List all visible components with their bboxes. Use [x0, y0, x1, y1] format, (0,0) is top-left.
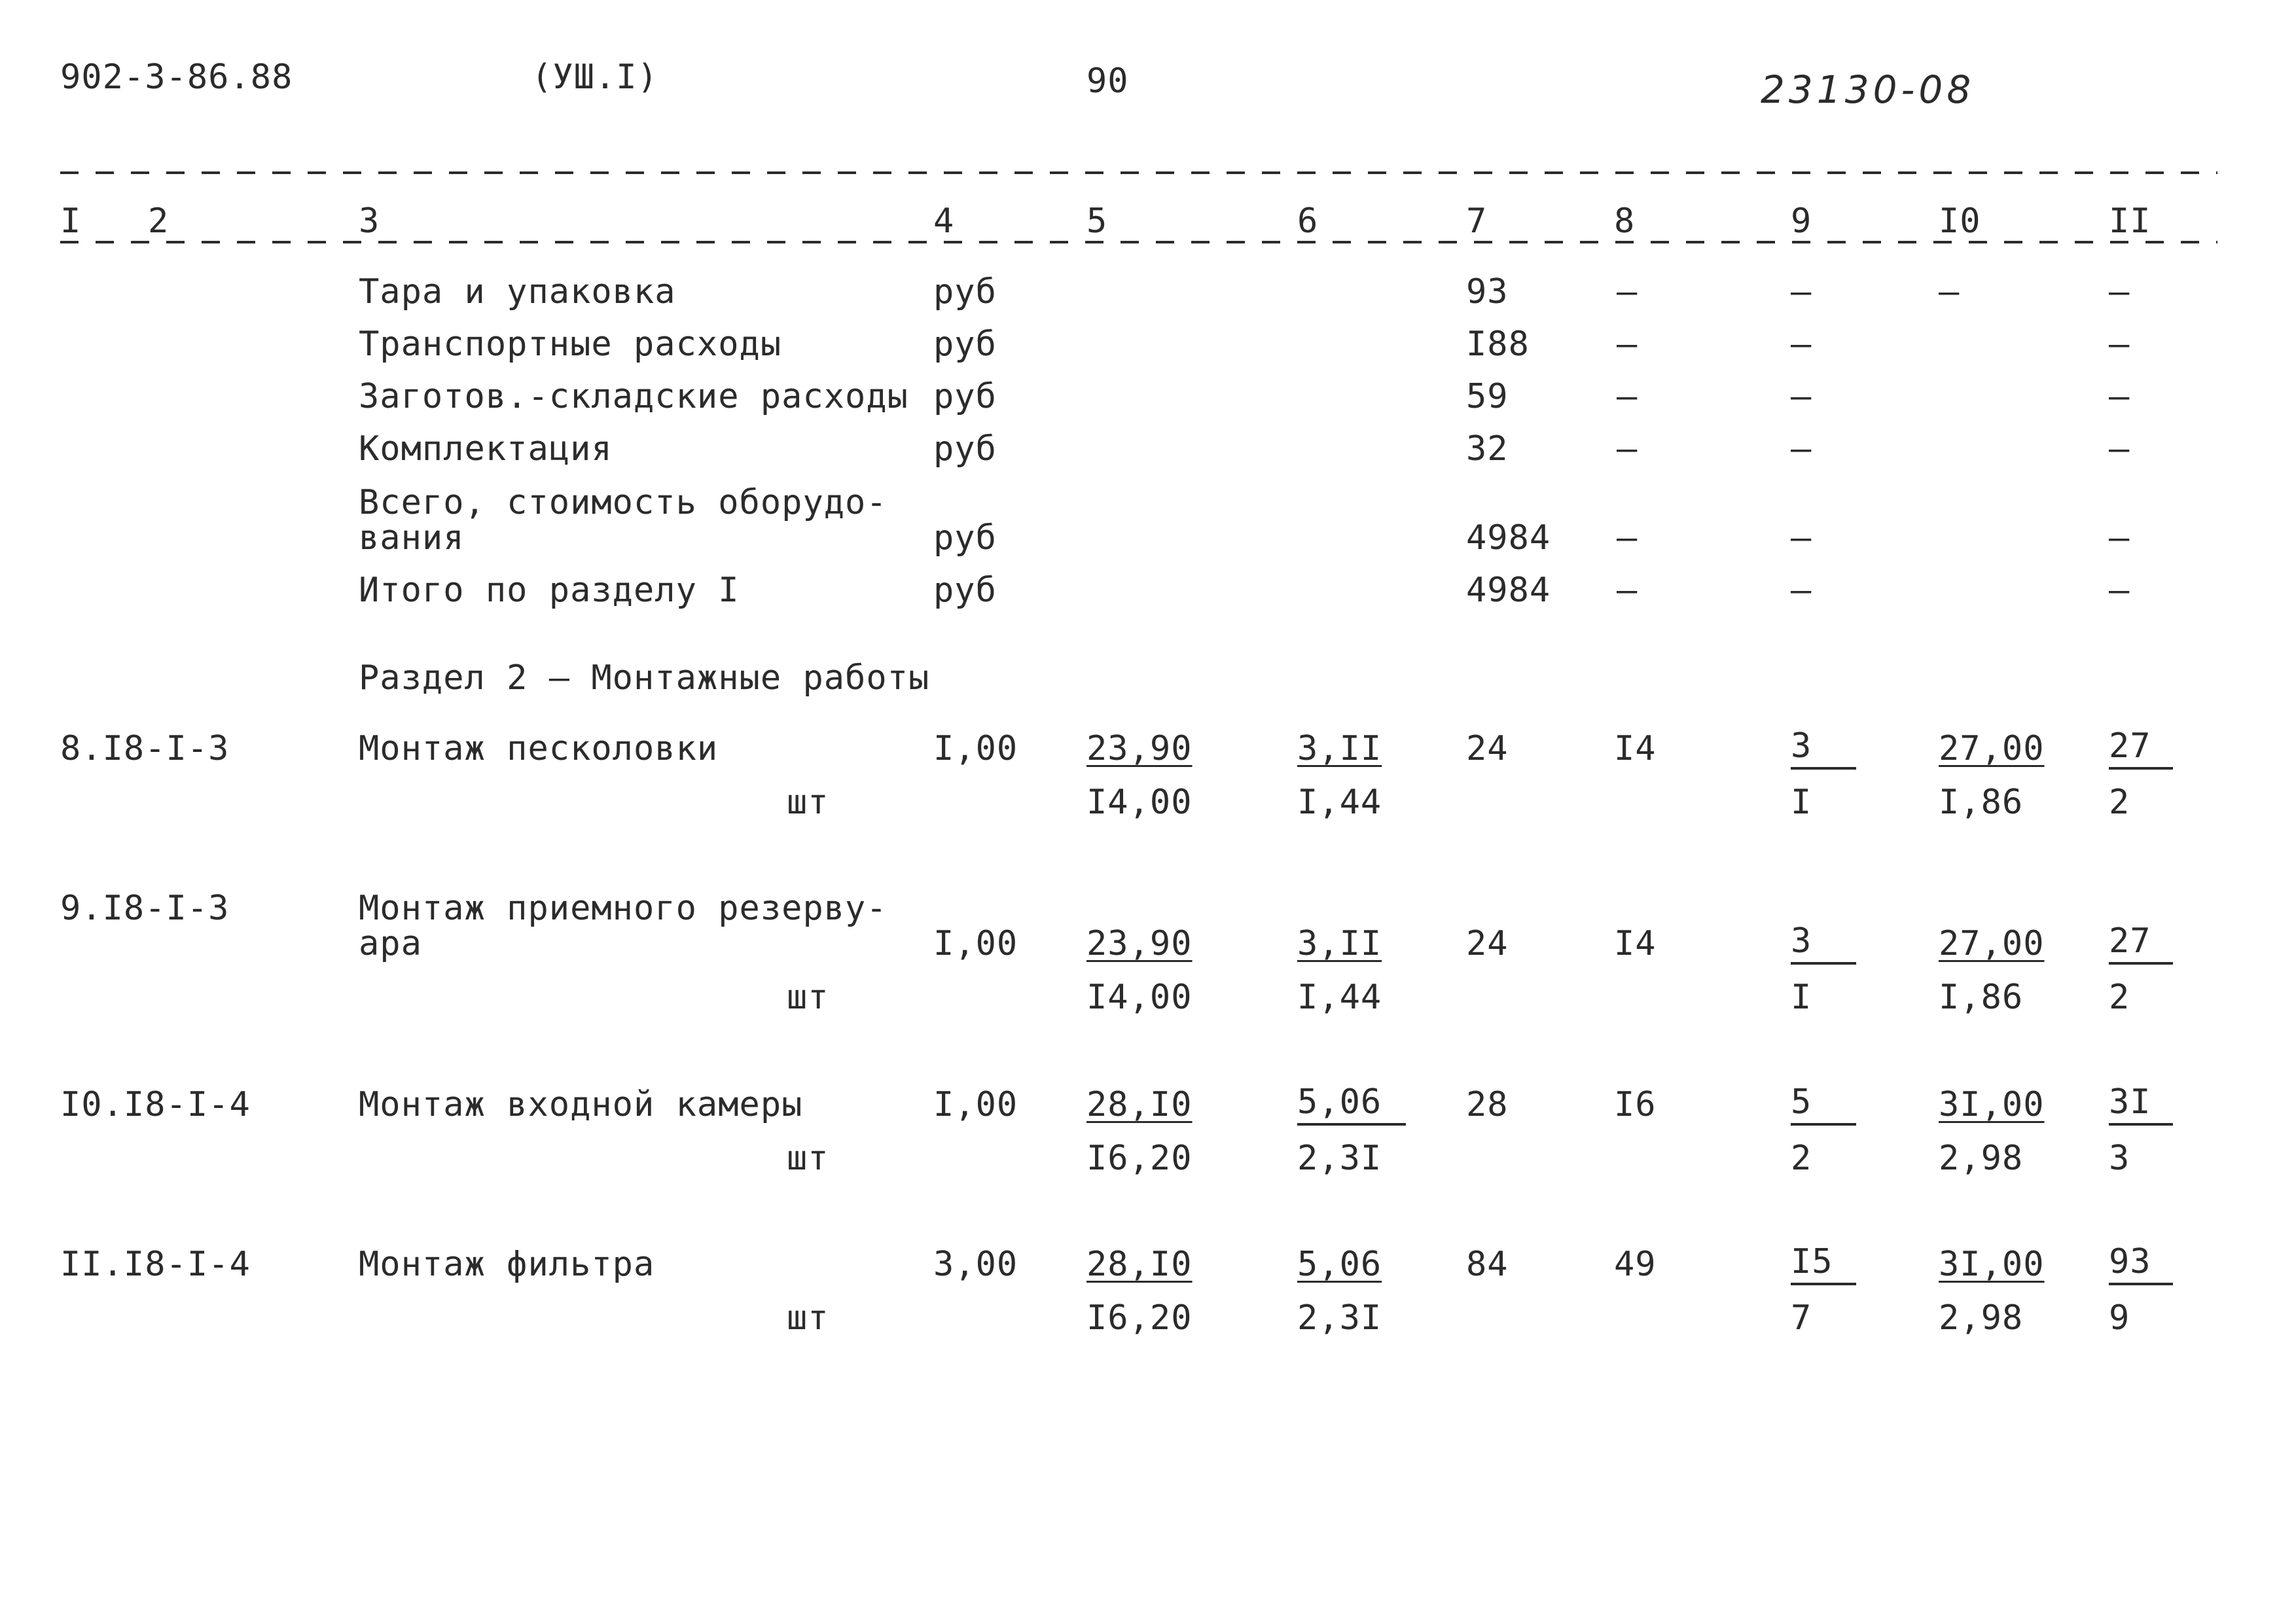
- col9-top: 3: [1791, 729, 1856, 770]
- row-name: Итого по разделу I: [359, 571, 740, 610]
- row-unit: руб: [933, 325, 997, 364]
- col7-value: 24: [1466, 924, 1509, 963]
- item-name: Монтаж фильтра: [359, 1245, 655, 1284]
- row-name: Транспортные расходы: [359, 325, 782, 364]
- col7-value: 4984: [1466, 518, 1551, 558]
- col10-top: 27,00: [1939, 729, 2045, 768]
- col7-value: I88: [1466, 325, 1530, 364]
- col8-value: I6: [1614, 1085, 1657, 1124]
- col9-top: 3: [1791, 924, 1856, 965]
- col9-value: –: [1791, 325, 1812, 364]
- item-quantity: I,00: [933, 1085, 1018, 1124]
- col9-top: 5: [1791, 1085, 1856, 1126]
- item-unit: шт: [787, 1298, 829, 1338]
- row-name: Комплектация: [359, 429, 613, 469]
- col11-value: –: [2109, 272, 2130, 312]
- col11-value: –: [2109, 377, 2130, 416]
- item-quantity: I,00: [933, 729, 1018, 768]
- col10-bottom: 2,98: [1939, 1139, 2024, 1178]
- page-number: 90: [1086, 62, 1129, 101]
- row-unit: руб: [933, 429, 997, 469]
- col9-top: I5: [1791, 1245, 1856, 1285]
- col5-top: 23,90: [1086, 924, 1193, 963]
- column-number: 3: [359, 202, 380, 241]
- item-unit: шт: [787, 783, 829, 822]
- col8-value: –: [1617, 429, 1638, 469]
- col10-top: 3I,00: [1939, 1085, 2045, 1124]
- col9-bottom: I: [1791, 978, 1812, 1017]
- col5-bottom: I6,20: [1086, 1298, 1193, 1338]
- col11-value: –: [2109, 325, 2130, 364]
- col9-value: –: [1791, 429, 1812, 469]
- col11-value: –: [2109, 571, 2130, 610]
- col11-bottom: 3: [2109, 1139, 2130, 1178]
- col8-value: –: [1617, 377, 1638, 416]
- col11-top: 27: [2109, 924, 2173, 965]
- item-name-line2: ара: [359, 924, 422, 963]
- col6-bottom: 2,3I: [1297, 1298, 1382, 1338]
- item-name: Монтаж песколовки: [359, 729, 719, 768]
- section-title: Раздел 2 – Монтажные работы: [359, 658, 930, 698]
- col7-value: 84: [1466, 1245, 1509, 1284]
- column-number: 2: [148, 202, 170, 241]
- col7-value: 24: [1466, 729, 1509, 768]
- col7-value: 93: [1466, 272, 1509, 312]
- col6-top: 5,06: [1297, 1245, 1382, 1284]
- col11-top: 3I: [2109, 1085, 2173, 1126]
- col8-value: –: [1617, 272, 1638, 312]
- col8-value: I4: [1614, 924, 1657, 963]
- row-unit: руб: [933, 518, 997, 558]
- col9-bottom: 7: [1791, 1298, 1812, 1338]
- row-unit: руб: [933, 571, 997, 610]
- col11-bottom: 9: [2109, 1298, 2130, 1338]
- item-unit: шт: [787, 978, 829, 1017]
- item-code: II.I8-I-4: [60, 1245, 251, 1284]
- col9-bottom: 2: [1791, 1139, 1812, 1178]
- col7-value: 32: [1466, 429, 1509, 469]
- col10-bottom: I,86: [1939, 978, 2024, 1017]
- col6-bottom: I,44: [1297, 783, 1382, 822]
- item-name-line1: Монтаж приемного резерву-: [359, 889, 888, 928]
- section-code: (УШ.I): [531, 58, 658, 97]
- col10-bottom: I,86: [1939, 783, 2024, 822]
- col11-top: 27: [2109, 729, 2173, 770]
- item-code: 9.I8-I-3: [60, 889, 230, 928]
- col11-bottom: 2: [2109, 783, 2130, 822]
- col8-value: –: [1617, 518, 1638, 558]
- col8-value: I4: [1614, 729, 1657, 768]
- col6-top: 3,II: [1297, 924, 1382, 963]
- col6-bottom: I,44: [1297, 978, 1382, 1017]
- col7-value: 28: [1466, 1085, 1509, 1124]
- row-name-line2: вания: [359, 518, 465, 558]
- col8-value: 49: [1614, 1245, 1657, 1284]
- col5-bottom: I4,00: [1086, 978, 1193, 1017]
- item-quantity: I,00: [933, 924, 1018, 963]
- column-number: 6: [1297, 202, 1319, 241]
- col7-value: 4984: [1466, 571, 1551, 610]
- item-code: 8.I8-I-3: [60, 729, 230, 768]
- column-number: I: [60, 202, 82, 241]
- col10-top: 3I,00: [1939, 1245, 2045, 1284]
- col6-top: 5,06: [1297, 1085, 1406, 1126]
- col6-bottom: 2,3I: [1297, 1139, 1382, 1178]
- header-dashed-rule: [60, 241, 2217, 243]
- row-name-line1: Всего, стоимость оборудо-: [359, 483, 888, 522]
- top-dashed-rule: [60, 171, 2217, 174]
- col11-value: –: [2109, 518, 2130, 558]
- col8-value: –: [1617, 571, 1638, 610]
- col7-value: 59: [1466, 377, 1509, 416]
- col9-bottom: I: [1791, 783, 1812, 822]
- col5-top: 28,I0: [1086, 1245, 1193, 1284]
- archive-number: 23130-08: [1761, 67, 1975, 112]
- col5-bottom: I6,20: [1086, 1139, 1193, 1178]
- col10-value: –: [1939, 272, 1960, 312]
- column-number: 5: [1086, 202, 1108, 241]
- row-unit: руб: [933, 377, 997, 416]
- item-unit: шт: [787, 1139, 829, 1178]
- col10-top: 27,00: [1939, 924, 2045, 963]
- row-name: Заготов.-складские расходы: [359, 377, 908, 416]
- column-number: 9: [1791, 202, 1812, 241]
- document-code: 902-3-86.88: [60, 58, 293, 97]
- col5-top: 23,90: [1086, 729, 1193, 768]
- col9-value: –: [1791, 272, 1812, 312]
- col11-bottom: 2: [2109, 978, 2130, 1017]
- item-name: Монтаж входной камеры: [359, 1085, 803, 1124]
- col5-top: 28,I0: [1086, 1085, 1193, 1124]
- col5-bottom: I4,00: [1086, 783, 1193, 822]
- column-number: II: [2109, 202, 2151, 241]
- item-quantity: 3,00: [933, 1245, 1018, 1284]
- col10-bottom: 2,98: [1939, 1298, 2024, 1338]
- col8-value: –: [1617, 325, 1638, 364]
- row-unit: руб: [933, 272, 997, 312]
- col11-value: –: [2109, 429, 2130, 469]
- col6-top: 3,II: [1297, 729, 1382, 768]
- column-number: 4: [933, 202, 955, 241]
- item-code: I0.I8-I-4: [60, 1085, 251, 1124]
- col9-value: –: [1791, 518, 1812, 558]
- column-number: 7: [1466, 202, 1488, 241]
- column-number: 8: [1614, 202, 1636, 241]
- column-number: I0: [1939, 202, 1981, 241]
- col11-top: 93: [2109, 1245, 2173, 1285]
- col9-value: –: [1791, 377, 1812, 416]
- col9-value: –: [1791, 571, 1812, 610]
- row-name: Тара и упаковка: [359, 272, 676, 312]
